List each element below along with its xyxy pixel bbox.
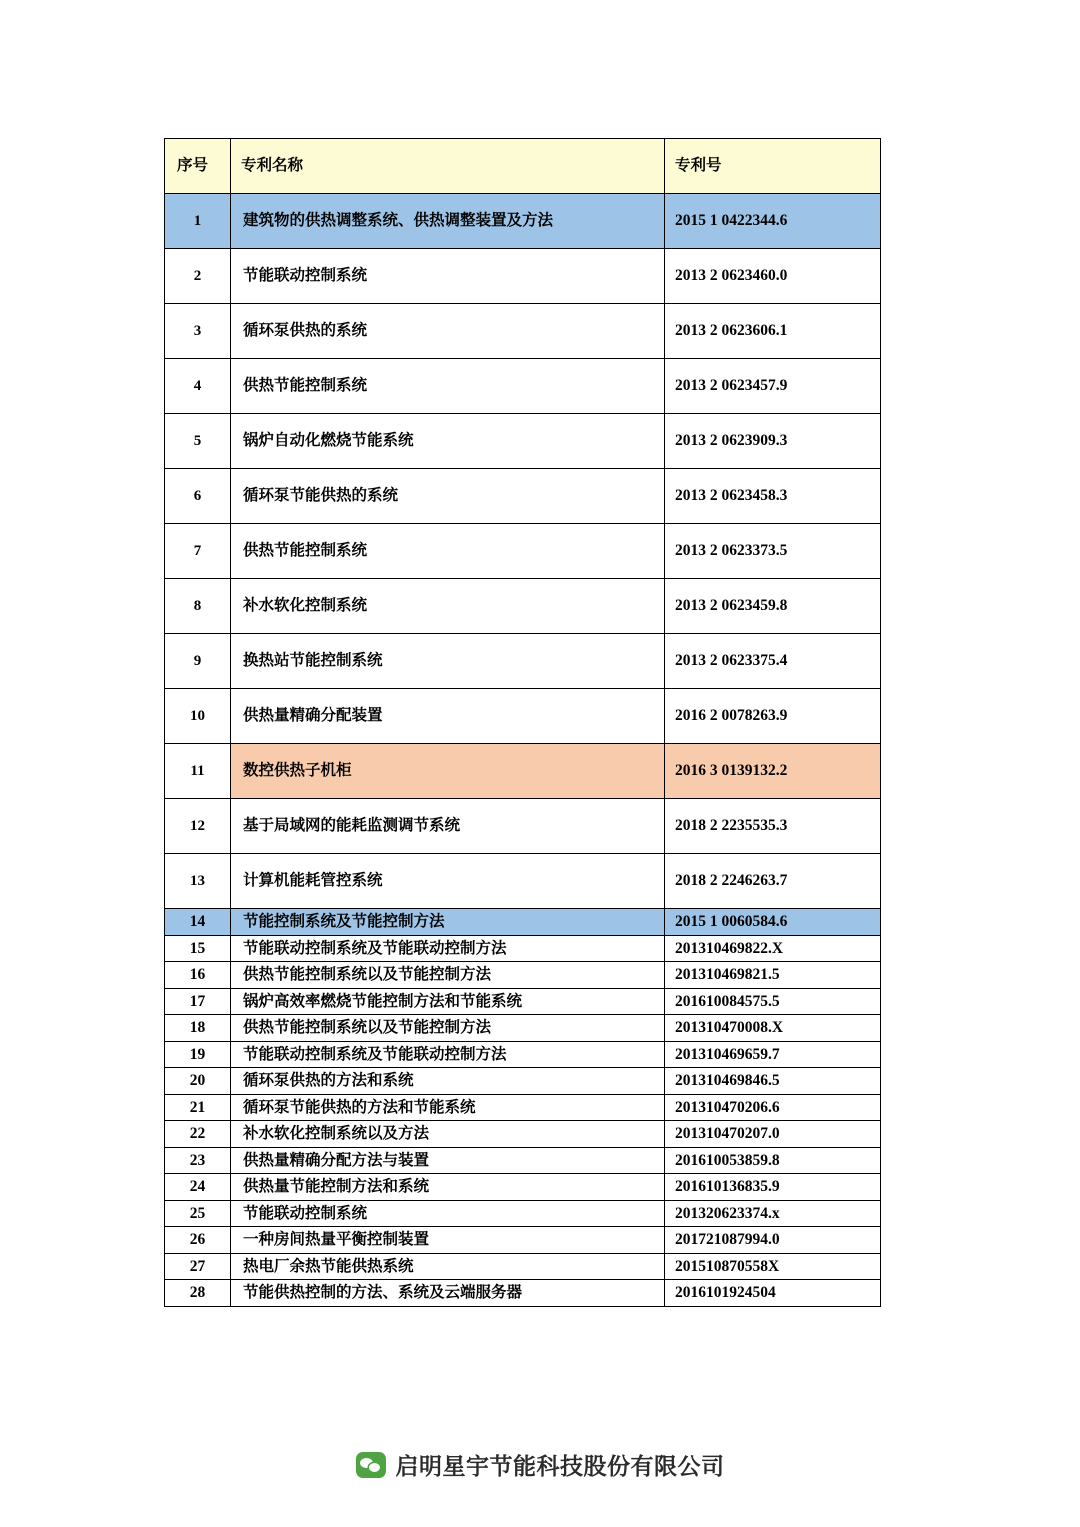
row-no-label: 12 bbox=[190, 817, 205, 834]
row-number-cell bbox=[665, 935, 881, 962]
table-row bbox=[165, 909, 881, 936]
row-name-label: 供热节能控制系统以及节能控制方法 bbox=[243, 1019, 492, 1037]
row-no-cell bbox=[165, 1174, 231, 1201]
row-number-label: 201310470206.6 bbox=[675, 1098, 780, 1116]
row-name-label: 基于局域网的能耗监测调节系统 bbox=[243, 817, 461, 835]
company-name: 启明星宇节能科技股份有限公司 bbox=[395, 1454, 725, 1479]
row-no-cell bbox=[165, 194, 231, 249]
row-number-cell bbox=[665, 744, 881, 799]
row-no-cell bbox=[165, 962, 231, 989]
row-no-label: 2 bbox=[193, 267, 202, 284]
row-name-cell bbox=[231, 1147, 665, 1174]
row-no-cell bbox=[165, 414, 231, 469]
table-row bbox=[165, 1015, 881, 1042]
row-name-cell bbox=[231, 1041, 665, 1068]
patent-list-table bbox=[164, 138, 881, 1307]
row-name-label: 计算机能耗管控系统 bbox=[243, 872, 383, 890]
row-name-cell bbox=[231, 1200, 665, 1227]
table-row bbox=[165, 304, 881, 359]
row-number-cell bbox=[665, 689, 881, 744]
row-number-label: 2013 2 0623460.0 bbox=[675, 267, 788, 285]
row-name-cell bbox=[231, 854, 665, 909]
table-header bbox=[165, 139, 881, 194]
row-number-label: 201610084575.5 bbox=[675, 992, 780, 1010]
row-number-cell bbox=[665, 579, 881, 634]
table-row bbox=[165, 524, 881, 579]
row-no-cell bbox=[165, 935, 231, 962]
column-header-name bbox=[231, 139, 665, 194]
row-number-label: 2013 2 0623458.3 bbox=[675, 487, 788, 505]
table-row bbox=[165, 469, 881, 524]
row-number-label: 2018 2 2235535.3 bbox=[675, 817, 788, 835]
row-no-label: 16 bbox=[189, 966, 206, 984]
row-number-cell bbox=[665, 1253, 881, 1280]
row-name-cell bbox=[231, 359, 665, 414]
table-body-tall bbox=[165, 194, 881, 909]
row-name-label: 节能供热控制的方法、系统及云端服务器 bbox=[243, 1284, 523, 1302]
table-row bbox=[165, 744, 881, 799]
table-row bbox=[165, 1094, 881, 1121]
row-name-label: 热电厂余热节能供热系统 bbox=[243, 1257, 414, 1275]
row-no-cell bbox=[165, 1147, 231, 1174]
row-name-cell bbox=[231, 988, 665, 1015]
table-row bbox=[165, 1068, 881, 1095]
row-number-cell bbox=[665, 854, 881, 909]
row-name-label: 节能联动控制系统及节能联动控制方法 bbox=[243, 1045, 507, 1063]
row-number-label: 2013 2 0623606.1 bbox=[675, 322, 788, 340]
row-no-label: 17 bbox=[189, 992, 206, 1010]
row-number-label: 201721087994.0 bbox=[675, 1231, 780, 1249]
table-row bbox=[165, 1121, 881, 1148]
row-no-cell bbox=[165, 689, 231, 744]
table-row bbox=[165, 634, 881, 689]
row-number-cell bbox=[665, 359, 881, 414]
row-number-label: 2013 2 0623375.4 bbox=[675, 652, 788, 670]
row-number-cell bbox=[665, 634, 881, 689]
row-name-label: 节能联动控制系统及节能联动控制方法 bbox=[243, 939, 507, 957]
row-number-cell bbox=[665, 1200, 881, 1227]
row-no-label: 10 bbox=[190, 707, 205, 724]
table-row bbox=[165, 1147, 881, 1174]
row-number-cell bbox=[665, 249, 881, 304]
row-no-cell bbox=[165, 1121, 231, 1148]
column-header-number bbox=[665, 139, 881, 194]
table-row bbox=[165, 359, 881, 414]
row-number-cell bbox=[665, 1174, 881, 1201]
row-name-label: 节能联动控制系统 bbox=[243, 1204, 368, 1222]
table-row bbox=[165, 689, 881, 744]
table-row bbox=[165, 1174, 881, 1201]
row-no-cell bbox=[165, 799, 231, 854]
row-no-label: 24 bbox=[189, 1178, 206, 1196]
row-no-label: 20 bbox=[189, 1072, 206, 1090]
row-number-cell bbox=[665, 1121, 881, 1148]
column-header-no-label: 序号 bbox=[177, 157, 209, 175]
row-name-cell bbox=[231, 909, 665, 936]
table-row bbox=[165, 962, 881, 989]
row-name-label: 补水软化控制系统以及方法 bbox=[243, 1125, 430, 1143]
row-name-label: 供热量精确分配装置 bbox=[243, 707, 383, 725]
row-no-cell bbox=[165, 579, 231, 634]
row-number-label: 2013 2 0623457.9 bbox=[675, 377, 788, 395]
row-no-label: 18 bbox=[189, 1019, 206, 1037]
row-number-label: 2013 2 0623459.8 bbox=[675, 597, 788, 615]
row-name-label: 供热节能控制系统 bbox=[243, 542, 368, 560]
row-name-label: 循环泵节能供热的系统 bbox=[243, 487, 399, 505]
row-name-cell bbox=[231, 1068, 665, 1095]
row-name-cell bbox=[231, 579, 665, 634]
row-number-cell bbox=[665, 799, 881, 854]
row-number-label: 201310470008.X bbox=[675, 1019, 784, 1037]
row-name-label: 一种房间热量平衡控制装置 bbox=[243, 1231, 430, 1249]
row-name-cell bbox=[231, 1174, 665, 1201]
row-number-label: 2015 1 0060584.6 bbox=[675, 913, 788, 931]
row-name-label: 补水软化控制系统 bbox=[243, 597, 368, 615]
row-no-label: 7 bbox=[193, 542, 202, 559]
row-no-label: 28 bbox=[189, 1284, 206, 1302]
row-no-cell bbox=[165, 988, 231, 1015]
row-name-cell bbox=[231, 799, 665, 854]
row-no-label: 9 bbox=[193, 652, 202, 669]
row-no-label: 27 bbox=[189, 1257, 206, 1275]
row-number-label: 201310469659.7 bbox=[675, 1045, 780, 1063]
row-name-cell bbox=[231, 1094, 665, 1121]
row-number-label: 201320623374.x bbox=[675, 1204, 780, 1222]
row-number-label: 201310469822.X bbox=[675, 939, 784, 957]
row-no-label: 25 bbox=[189, 1204, 206, 1222]
table-row bbox=[165, 1200, 881, 1227]
row-no-label: 22 bbox=[189, 1125, 206, 1143]
row-no-label: 21 bbox=[189, 1098, 206, 1116]
row-number-cell bbox=[665, 524, 881, 579]
row-name-cell bbox=[231, 1280, 665, 1307]
footer bbox=[0, 1448, 1080, 1481]
row-name-label: 数控供热子机柜 bbox=[243, 762, 352, 780]
row-number-cell bbox=[665, 1147, 881, 1174]
row-number-label: 201310470207.0 bbox=[675, 1125, 780, 1143]
row-no-label: 15 bbox=[189, 939, 206, 957]
row-name-cell bbox=[231, 249, 665, 304]
table-row bbox=[165, 1041, 881, 1068]
row-name-label: 供热节能控制系统以及节能控制方法 bbox=[243, 966, 492, 984]
row-name-label: 换热站节能控制系统 bbox=[243, 652, 383, 670]
row-number-cell bbox=[665, 469, 881, 524]
row-number-cell bbox=[665, 304, 881, 359]
row-name-cell bbox=[231, 962, 665, 989]
table-header-row bbox=[165, 139, 881, 194]
row-no-label: 4 bbox=[193, 377, 202, 394]
row-name-label: 循环泵节能供热的方法和节能系统 bbox=[243, 1098, 476, 1116]
row-no-cell bbox=[165, 1280, 231, 1307]
table-row bbox=[165, 194, 881, 249]
table-row bbox=[165, 579, 881, 634]
table-row bbox=[165, 854, 881, 909]
row-number-label: 201610053859.8 bbox=[675, 1151, 780, 1169]
row-name-cell bbox=[231, 194, 665, 249]
row-name-cell bbox=[231, 1253, 665, 1280]
table-row bbox=[165, 1227, 881, 1254]
row-no-cell bbox=[165, 469, 231, 524]
row-name-cell bbox=[231, 469, 665, 524]
row-no-cell bbox=[165, 1041, 231, 1068]
row-no-cell bbox=[165, 304, 231, 359]
row-no-label: 13 bbox=[190, 872, 205, 889]
row-number-cell bbox=[665, 1094, 881, 1121]
row-number-label: 201310469846.5 bbox=[675, 1072, 780, 1090]
footer-inner bbox=[356, 1448, 725, 1481]
table-row bbox=[165, 799, 881, 854]
table-row bbox=[165, 988, 881, 1015]
row-number-cell bbox=[665, 962, 881, 989]
row-number-label: 2016 3 0139132.2 bbox=[675, 762, 788, 780]
column-header-no bbox=[165, 139, 231, 194]
row-no-label: 6 bbox=[193, 487, 202, 504]
row-name-cell bbox=[231, 414, 665, 469]
row-no-cell bbox=[165, 524, 231, 579]
row-no-label: 11 bbox=[190, 762, 205, 779]
row-no-cell bbox=[165, 634, 231, 689]
column-header-name-label: 专利名称 bbox=[241, 157, 304, 175]
row-number-label: 201310469821.5 bbox=[675, 966, 780, 984]
row-number-cell bbox=[665, 1280, 881, 1307]
row-name-cell bbox=[231, 935, 665, 962]
row-no-cell bbox=[165, 1068, 231, 1095]
table-row bbox=[165, 249, 881, 304]
row-number-cell bbox=[665, 909, 881, 936]
row-name-label: 供热量精确分配方法与装置 bbox=[243, 1151, 430, 1169]
row-number-cell bbox=[665, 1041, 881, 1068]
row-no-label: 14 bbox=[189, 913, 206, 931]
row-name-label: 锅炉自动化燃烧节能系统 bbox=[243, 432, 414, 450]
row-no-cell bbox=[165, 854, 231, 909]
row-number-label: 2018 2 2246263.7 bbox=[675, 872, 788, 890]
row-number-cell bbox=[665, 1068, 881, 1095]
row-no-cell bbox=[165, 1227, 231, 1254]
row-number-cell bbox=[665, 1227, 881, 1254]
row-no-label: 23 bbox=[189, 1151, 206, 1169]
table-row bbox=[165, 1280, 881, 1307]
row-name-label: 循环泵供热的系统 bbox=[243, 322, 368, 340]
row-no-label: 3 bbox=[193, 322, 202, 339]
row-no-cell bbox=[165, 249, 231, 304]
row-no-label: 5 bbox=[193, 432, 202, 449]
row-number-cell bbox=[665, 1015, 881, 1042]
row-number-label: 2013 2 0623909.3 bbox=[675, 432, 788, 450]
table-row bbox=[165, 935, 881, 962]
row-no-cell bbox=[165, 1015, 231, 1042]
row-name-cell bbox=[231, 524, 665, 579]
table-body-compact bbox=[165, 909, 881, 1307]
row-name-label: 供热量节能控制方法和系统 bbox=[243, 1178, 430, 1196]
row-number-cell bbox=[665, 194, 881, 249]
row-no-label: 19 bbox=[189, 1045, 206, 1063]
row-number-label: 2015 1 0422344.6 bbox=[675, 212, 788, 230]
row-name-cell bbox=[231, 1227, 665, 1254]
row-number-cell bbox=[665, 414, 881, 469]
row-name-cell bbox=[231, 1121, 665, 1148]
row-name-label: 节能控制系统及节能控制方法 bbox=[243, 913, 445, 931]
row-name-label: 节能联动控制系统 bbox=[243, 267, 368, 285]
row-no-cell bbox=[165, 1253, 231, 1280]
row-name-cell bbox=[231, 1015, 665, 1042]
row-no-label: 26 bbox=[189, 1231, 206, 1249]
row-number-cell bbox=[665, 988, 881, 1015]
row-no-label: 1 bbox=[193, 212, 202, 229]
row-name-label: 锅炉高效率燃烧节能控制方法和节能系统 bbox=[243, 992, 523, 1010]
row-name-cell bbox=[231, 304, 665, 359]
row-no-cell bbox=[165, 359, 231, 414]
row-no-cell bbox=[165, 744, 231, 799]
row-no-cell bbox=[165, 1200, 231, 1227]
table-row bbox=[165, 1253, 881, 1280]
row-number-label: 2016 2 0078263.9 bbox=[675, 707, 788, 725]
row-no-label: 8 bbox=[193, 597, 202, 614]
row-name-label: 循环泵供热的方法和系统 bbox=[243, 1072, 414, 1090]
row-name-cell bbox=[231, 689, 665, 744]
table-row bbox=[165, 414, 881, 469]
column-header-number-label: 专利号 bbox=[675, 157, 722, 175]
row-number-label: 201610136835.9 bbox=[675, 1178, 780, 1196]
row-number-label: 201510870558X bbox=[675, 1257, 780, 1275]
row-number-label: 2016101924504 bbox=[675, 1284, 776, 1302]
row-no-cell bbox=[165, 1094, 231, 1121]
row-number-label: 2013 2 0623373.5 bbox=[675, 542, 788, 560]
row-no-cell bbox=[165, 909, 231, 936]
row-name-cell bbox=[231, 744, 665, 799]
row-name-cell bbox=[231, 634, 665, 689]
row-name-label: 建筑物的供热调整系统、供热调整装置及方法 bbox=[243, 212, 554, 230]
row-name-label: 供热节能控制系统 bbox=[243, 377, 368, 395]
wechat-icon bbox=[356, 1452, 386, 1478]
